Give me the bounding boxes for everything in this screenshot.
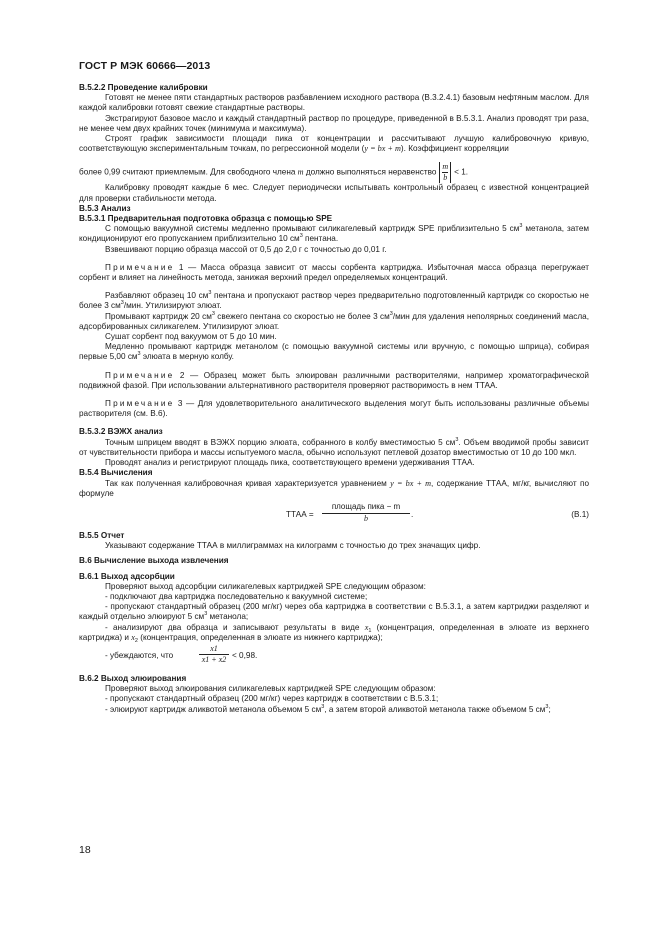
section-heading-b55: В.5.5 Отчет [79,530,125,540]
section-heading-b62: В.6.2 Выход элюирования [79,673,187,683]
list-item: - пропускают стандартный образец (200 мг/кг) через оба картриджа в соответствии с В.5.3.1, а затем картриджи разделяют и каждый отдельно элюируют 5 $см^3$ метанола; [79,602,589,622]
list-item: - пропускают стандартный образец (200 мг/кг) через картридж в соответствии с В.5.3.1; [105,694,439,704]
paragraph: Точным шприцем вводят в ВЭЖХ порцию элюата, собранного в колбу вместимостью 5 $см^3$. Объем вводимой пробы зависит от чувствительности прибора и массы испытуемого масла, обычно используют петлевой дозатор вместимостью от 10 до 100 мкл. [79,436,590,457]
formula-denominator: b [364,513,368,523]
paragraph: Проводят анализ и регистрируют площадь пика, соответствующего времени удерживания ТТАА. [105,458,475,468]
list-item: - элюируют картридж аликвотой метанола объемом 5 $см^3$, а затем второй аликвотой метанола также объемом 5 $см^3$; [105,703,551,714]
note-1: Примечание 1 — Масса образца зависит от массы сорбента картриджа. Избыточная масса образца перегружает сорбент и влияет на линейность метода, занижая верхний предел определяемых концентраций. [79,262,589,283]
section-heading-b531: В.5.3.1 Предварительная подготовка образца с помощью SPE [79,214,333,224]
adsorption-check: - убеждаются, что x1 x1 + x2 < 0,98. [105,643,258,664]
document-header: ГОСТ Р МЭК 60666—2013 [79,60,211,72]
list-item: - анализируют два образца и записывают результаты в виде $x_1$ (концентрация, определенная в элюате из верхнего картриджа) и $x_2$ (концентрация, определенная в элюате из нижнего картриджа); [79,622,589,644]
section-heading-b6: В.6 Вычисление выхода извлечения [79,556,229,566]
paragraph: Взвешивают порцию образца массой от 0,5 до 2,0 г с точностью до 0,01 г. [105,244,387,254]
paragraph: Проверяют выход адсорбции силикагелевых картриджей SPE следующим образом: [105,581,426,591]
paragraph: Указывают содержание ТТАА в миллиграммах на килограмм с точностью до трех значащих цифр. [105,541,481,551]
paragraph: Промывают картридж 20 $см^3$ свежего пентана со скоростью не более 3 $см^3$/мин для удаления неполярных соединений масла, адсорбированных силикагелем. Утилизируют элюат. [79,310,589,331]
regression-model: y = bx + m [364,144,401,154]
adsorption-fraction: x1 x1 + x2 [199,644,229,665]
section-heading-b61: В.6.1 Выход адсорбции [79,571,175,581]
list-item: - подключают два картриджа последовательно к вакуумной системе; [105,591,368,601]
formula-lhs: ТТАА = [286,509,314,519]
formula-number: (В.1) [571,509,589,519]
formula-fraction [322,502,410,524]
paragraph: Экстрагируют базовое масло и каждый стандартный раствор по процедуре, приведенной в В.5.3.1. Анализ проводят три раза, не менее чем двух крайних точек (минимума и максимума). [79,113,589,133]
paragraph: С помощью вакуумной системы медленно промывают силикагелевый картридж SPE приблизительно 5 $см^3$ метанола, затем кондиционируют его пропусканием приблизительно 10 $см^3$ пентана. [79,223,590,244]
inequality-line: более 0,99 считают приемлемым. Для свободного члена m должно выполняться неравенство $\frac{m}{b}$ < 1. [79,162,469,183]
section-heading-b54: В.5.4 Вычисления [79,468,153,478]
abs-fraction: $\frac{m}{b}$ [439,162,451,183]
document-body [79,83,589,715]
page-number: 18 [79,844,91,856]
formula-numerator: площадь пика − m [322,502,410,514]
note-3: Примечание 3 — Для удовлетворительного аналитического выделения могут быть использованы различные объемы растворителя (см. В.6). [79,399,589,419]
paragraph: Так как полученная калибровочная кривая характеризуется уравнением y = bx + m, содержание ТТАА, мг/кг, вычисляют по формуле [79,478,589,498]
section-heading-b522: В.5.2.2 Проведение калибровки [79,83,208,92]
paragraph: Сушат сорбент под вакуумом от 5 до 10 мин. [105,332,277,342]
paragraph: Готовят не менее пяти стандартных растворов разбавлением исходного раствора (В.3.2.4.1) базовым нефтяным маслом. Для каждой калибровки готовят свежие стандартные растворы. [79,93,589,113]
paragraph: Калибровку проводят каждые 6 мес. Следует периодически испытывать контрольный образец с известной концентрацией для проверки стабильности метода. [79,183,589,203]
paragraph: Медленно промывают картридж метанолом (с помощью вакуумной системы или вручную, с помощью шприца), собирая первые 5,00 $см^3$ элюата в мерную колбу. [79,342,589,362]
paragraph: Строят график зависимости площади пика от концентрации и рассчитывают лучшую калибровочную кривую, соответствующую экспериментальным точкам, по регрессионной модели (y = bx + m). Коэффициент корреляции [79,134,589,154]
formula-b1: ТТАА = площадь пика − m b . (В.1) [286,501,589,523]
section-heading-b532: В.5.3.2 ВЭЖХ анализ [79,427,163,437]
section-heading-b53: В.5.3 Анализ [79,203,131,213]
paragraph: Проверяют выход элюирования силикагелевых картриджей SPE следующим образом: [105,684,436,694]
paragraph: Разбавляют образец 10 $см^3$ пентана и пропускают раствор через предварительно подготовленный картридж со скоростью не более 3 $см^3$/мин. Утилизируют элюат. [79,290,589,311]
note-2: Примечание 2 — Образец может быть элюирован различными растворителями, например хроматографической подвижной фазой. При использовании альтернативного растворителя проверяют растворимость в нем ТТАА. [79,370,589,390]
